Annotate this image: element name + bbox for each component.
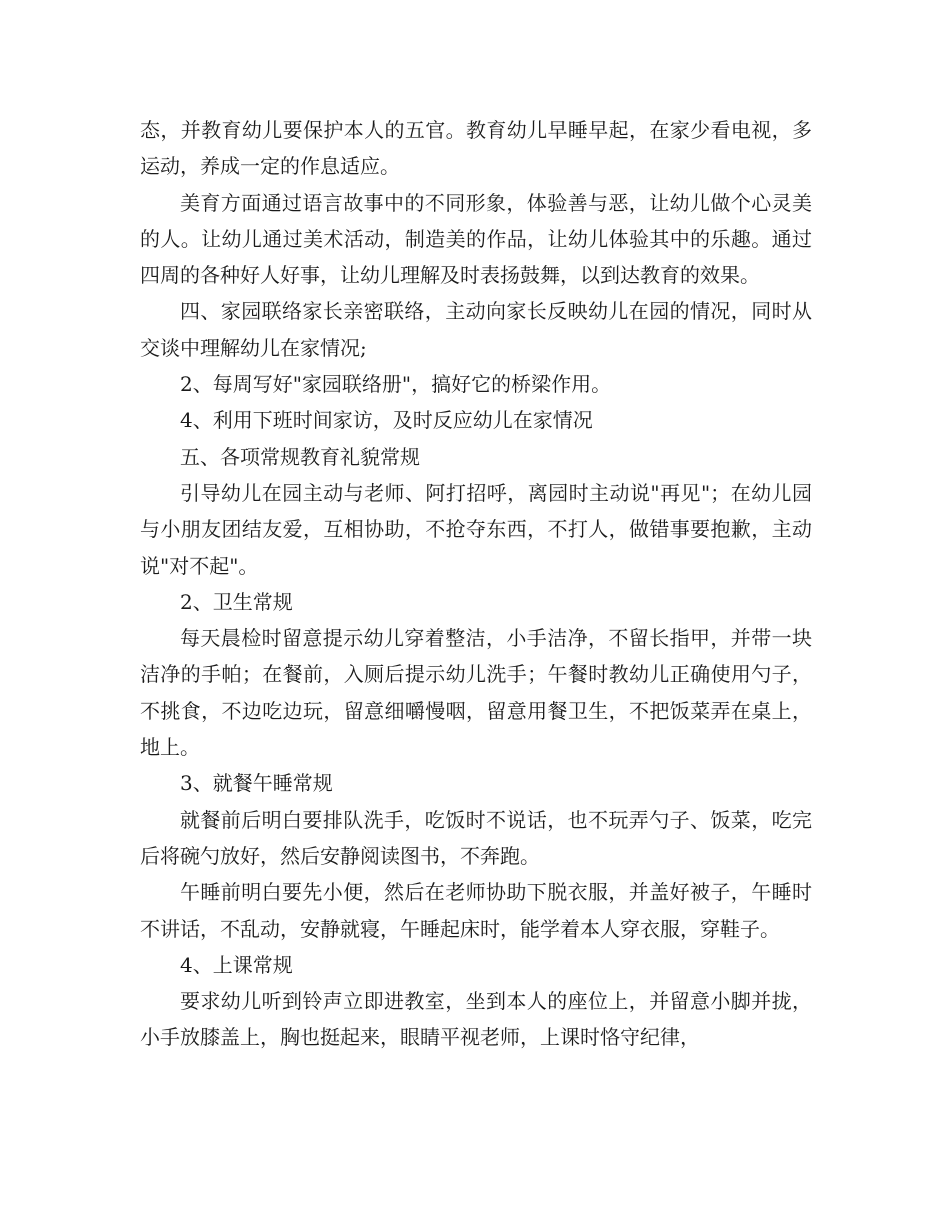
document-body [140,112,812,1056]
list-item-liaison-book: 2、每周写好"家园联络册"，搞好它的桥梁作用。 [180,372,612,397]
paragraph-hygiene-routine: 每天晨检时留意提示幼儿穿着整洁，小手洁净，不留长指甲，并带一块洁净的手帕；在餐前，入厕后提示幼儿洗手；午餐时教幼儿正确使用勺子，不挑食，不边吃边玩，留意细嚼慢咽，留意用餐卫生，不把饭菜弄在桌上，地上。 [140,626,812,760]
paragraph-continued: 态，并教育幼儿要保护本人的五官。教育幼儿早睡早起，在家少看电视，多运动，养成一定的作息适应。 [140,118,812,179]
subheading-meal-nap-routine: 3、就餐午睡常规 [180,771,333,796]
paragraph-courtesy-routine: 引导幼儿在园主动与老师、阿打招呼，离园时主动说"再见"；在幼儿园与小朋友团结友爱，互相协助，不抢夺东西，不打人，做错事要抱歉，主动说"对不起"。 [140,480,812,578]
paragraph-meal-routine: 就餐前后明白要排队洗手，吃饭时不说话，也不玩弄勺子、饭菜，吃完后将碗勺放好，然后安静阅读图书，不奔跑。 [140,807,812,868]
list-item-home-visit: 4、利用下班时间家访，及时反应幼儿在家情况 [180,408,593,433]
paragraph-class-routine: 要求幼儿听到铃声立即进教室，坐到本人的座位上，并留意小脚并拢，小手放膝盖上，胸也挺起来，眼睛平视老师，上课时恪守纪律， [140,989,812,1050]
paragraph-aesthetic-education: 美育方面通过语言故事中的不同形象，体验善与恶，让幼儿做个心灵美的人。让幼儿通过美术活动，制造美的作品，让幼儿体验其中的乐趣。通过四周的各种好人好事，让幼儿理解及时表扬鼓舞，以到达教育的效果。 [140,190,812,288]
subheading-class-routine: 4、上课常规 [180,952,293,977]
section-heading-routines: 五、各项常规教育礼貌常规 [180,444,420,469]
paragraph-nap-routine: 午睡前明白要先小便，然后在老师协助下脱衣服，并盖好被子，午睡时不讲话，不乱动，安静就寝，午睡起床时，能学着本人穿衣服，穿鞋子。 [140,880,812,941]
paragraph-home-school-liaison: 四、家园联络家长亲密联络，主动向家长反映幼儿在园的情况，同时从交谈中理解幼儿在家情况; [140,299,812,360]
subheading-hygiene-routine: 2、卫生常规 [180,589,293,614]
